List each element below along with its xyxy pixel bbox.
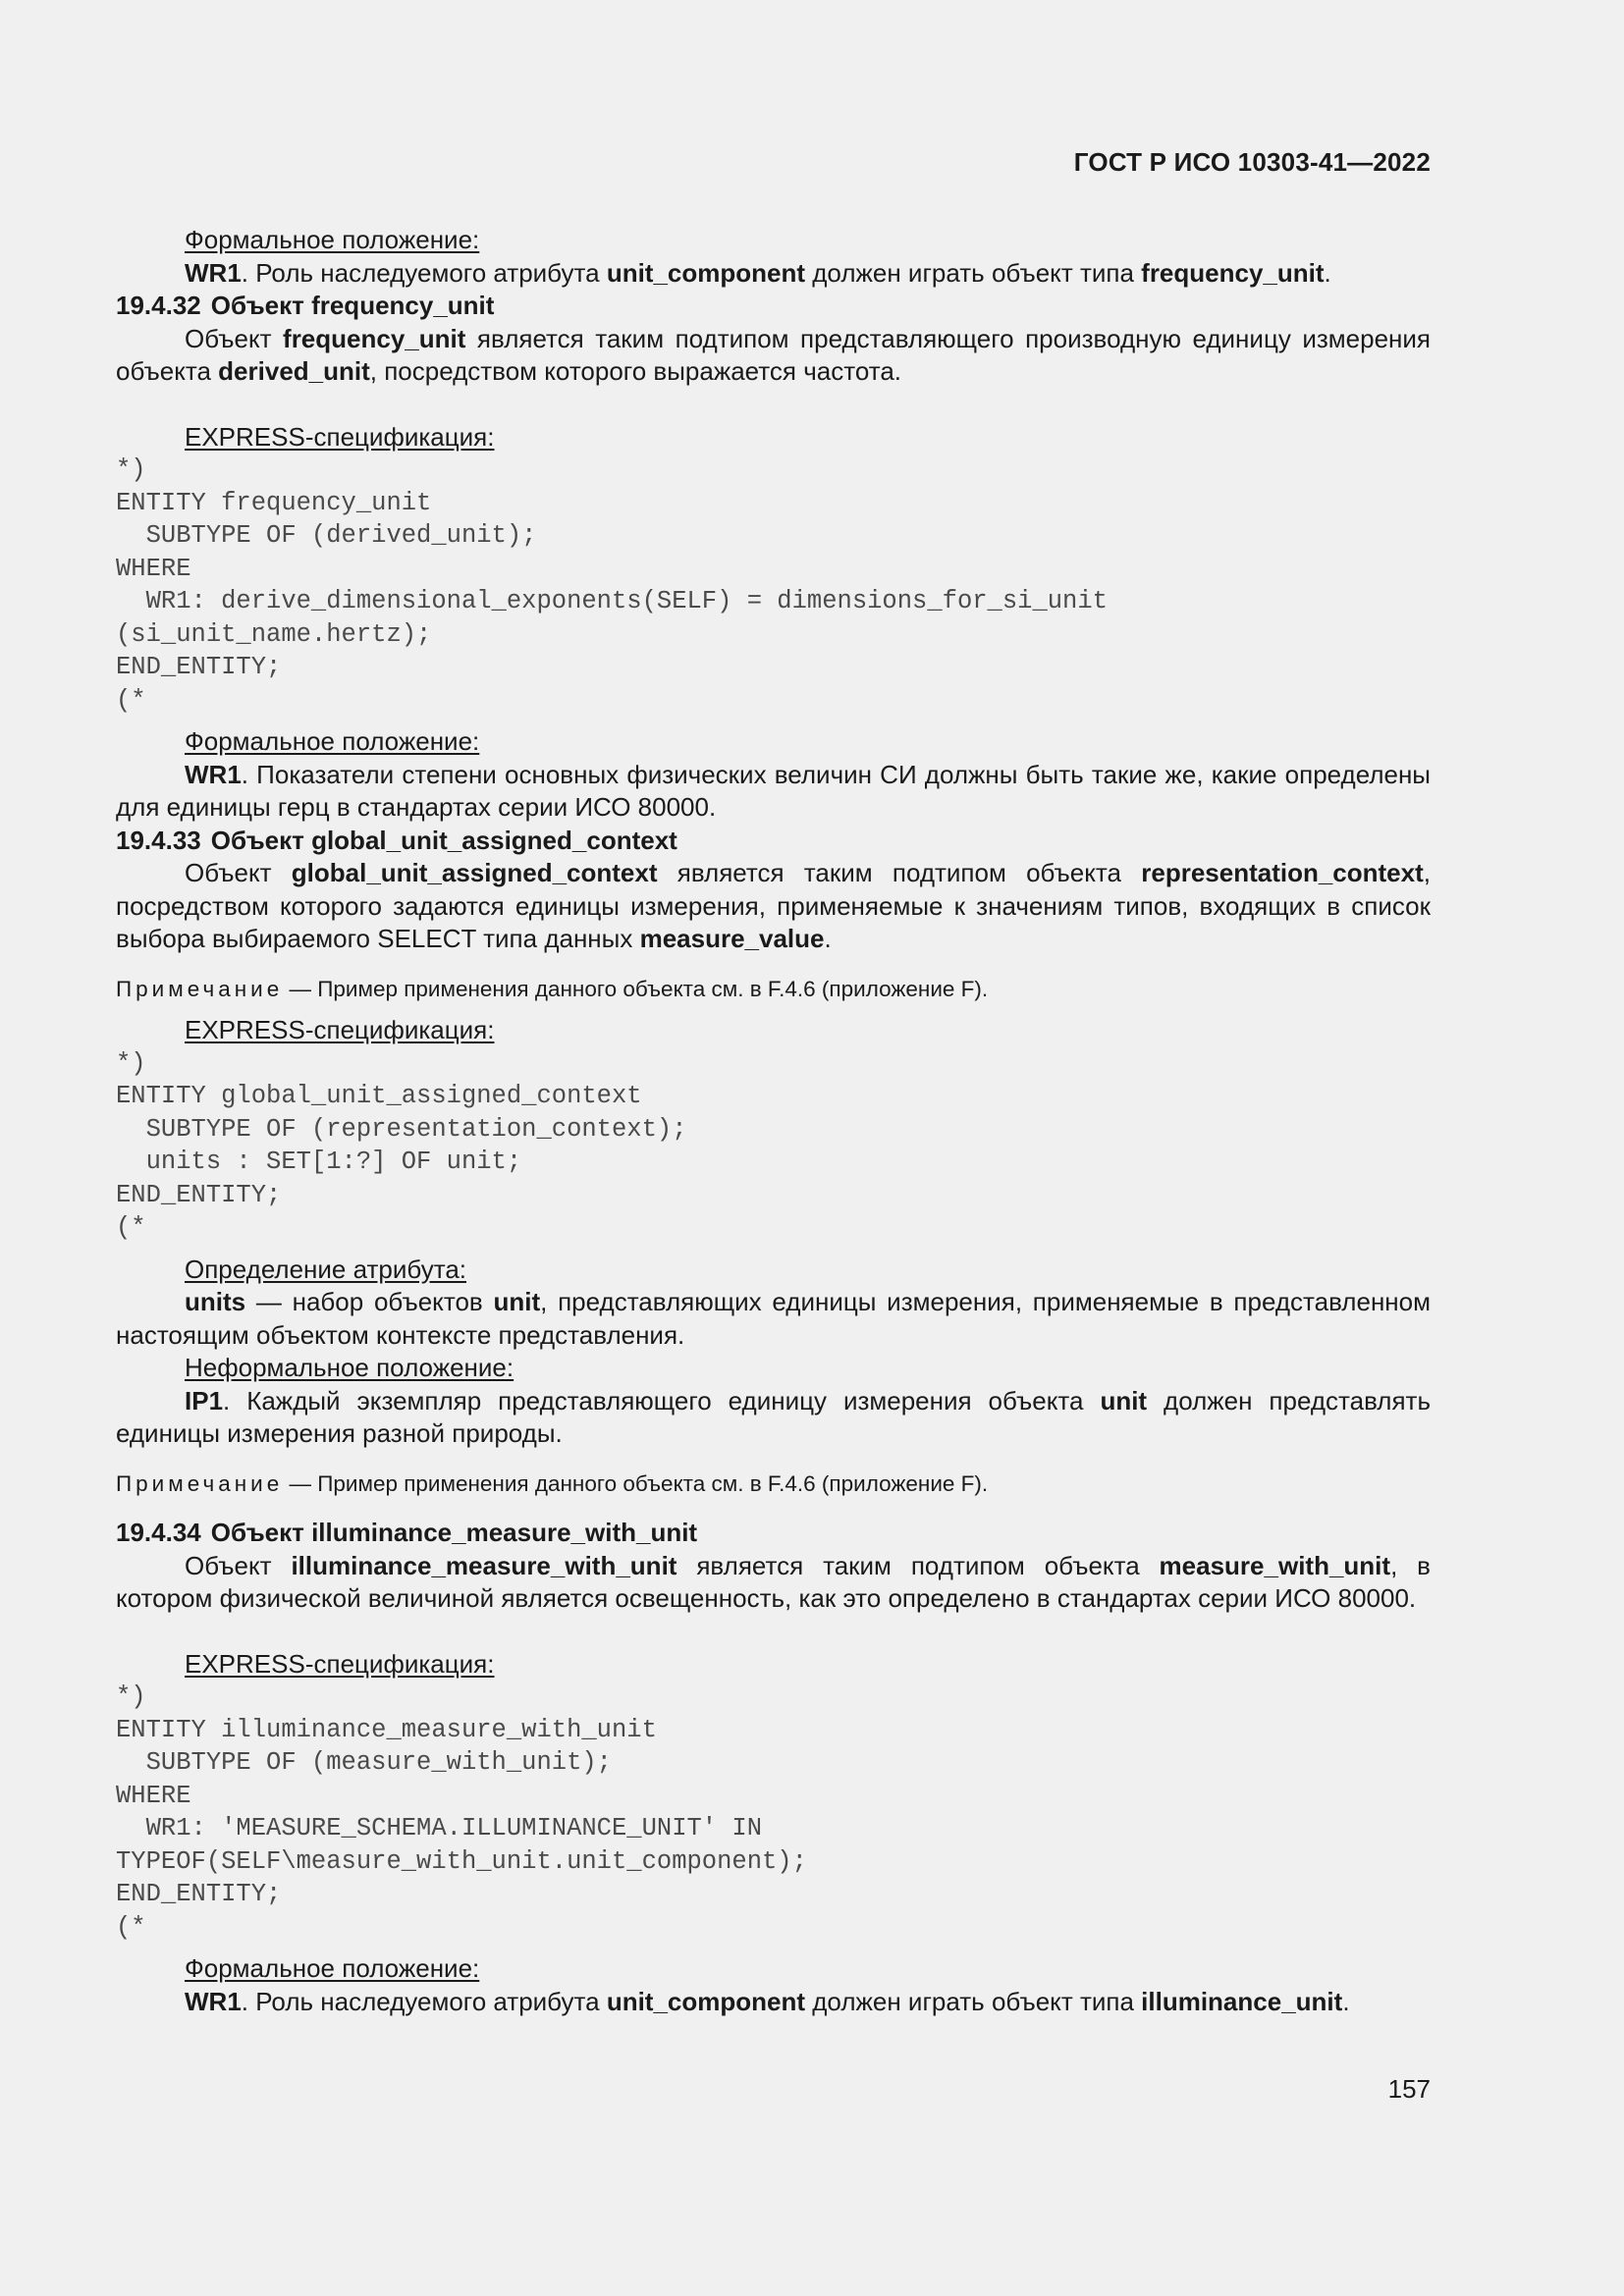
wr1-rule: WR1. Роль наследуемого атрибута unit_component должен играть объект типа illuminance_unit. bbox=[185, 1986, 1350, 2016]
express-code-block: *) ENTITY global_unit_assigned_context SUBTYPE OF (representation_context); units : SET[1:?] OF unit; END_ENTITY; (* bbox=[116, 1048, 687, 1242]
section-heading-19-4-33: 19.4.33 Объект global_unit_assigned_context bbox=[116, 825, 677, 855]
formal-statement-label: Формальное положение: bbox=[185, 225, 480, 254]
section-heading-19-4-34: 19.4.34 Объект illuminance_measure_with_unit bbox=[116, 1518, 698, 1547]
page-number: 157 bbox=[1387, 2074, 1431, 2104]
attribute-definition: units — набор объектов unit, представляющих единицы измерения, применяемые в представленном настоящим объектом контексте представления. bbox=[116, 1287, 1431, 1350]
formal-statement-label: Формальное положение: bbox=[185, 726, 480, 756]
express-code-block: *) ENTITY illuminance_measure_with_unit SUBTYPE OF (measure_with_unit); WHERE WR1: 'MEASURE_SCHEMA.ILLUMINANCE_UNIT' IN TYPEOF(SELF\measure_with_unit.unit_component); END_ENTITY; (* bbox=[116, 1682, 807, 1942]
section-paragraph: Объект global_unit_assigned_context является таким подтипом объекта representation_context, посредством которого задаются единицы измерения, применяемые к значениям типов, входящих в список выбора выбираемого SELECT типа данных measure_value. bbox=[116, 858, 1431, 953]
document-body bbox=[116, 224, 1431, 2018]
section-heading-19-4-32: 19.4.32 Объект frequency_unit bbox=[116, 291, 495, 320]
attribute-definition-label: Определение атрибута: bbox=[185, 1254, 467, 1284]
section-paragraph: Объект illuminance_measure_with_unit является таким подтипом объекта measure_with_unit, в котором физической величиной является освещенность, как это определено в стандартах серии ИСО 80000. bbox=[116, 1550, 1431, 1613]
express-specification-label: EXPRESS-спецификация: bbox=[185, 1015, 495, 1044]
informal-statement-label: Неформальное положение: bbox=[185, 1353, 514, 1382]
note: Примечание — Пример применения данного объекта см. в F.4.6 (приложение F). bbox=[116, 1470, 989, 1496]
express-specification-label: EXPRESS-спецификация: bbox=[185, 421, 495, 452]
note: Примечание — Пример применения данного объекта см. в F.4.6 (приложение F). bbox=[116, 976, 989, 1001]
document-standard-header: ГОСТ Р ИСО 10303-41—2022 bbox=[1073, 147, 1431, 177]
express-code-block: *) ENTITY frequency_unit SUBTYPE OF (derived_unit); WHERE WR1: derive_dimensional_exponents(SELF) = dimensions_for_si_unit (si_unit_name.hertz); END_ENTITY; (* bbox=[116, 455, 1108, 715]
express-specification-label: EXPRESS-спецификация: bbox=[185, 1648, 495, 1679]
wr1-rule: WR1. Роль наследуемого атрибута unit_component должен играть объект типа frequency_unit. bbox=[185, 257, 1331, 288]
formal-statement-label: Формальное положение: bbox=[185, 1953, 480, 1983]
wr1-rule: WR1. Показатели степени основных физических величин СИ должны быть такие же, какие определены для единицы герц в стандартах серии ИСО 80000. bbox=[116, 759, 1431, 822]
section-paragraph: Объект frequency_unit является таким подтипом представляющего производную единицу измерения объекта derived_unit, посредством которого выражается частота. bbox=[116, 323, 1431, 386]
ip1-rule: IP1. Каждый экземпляр представляющего единицу измерения объекта unit должен представлять единицы измерения разной природы. bbox=[116, 1385, 1432, 1448]
